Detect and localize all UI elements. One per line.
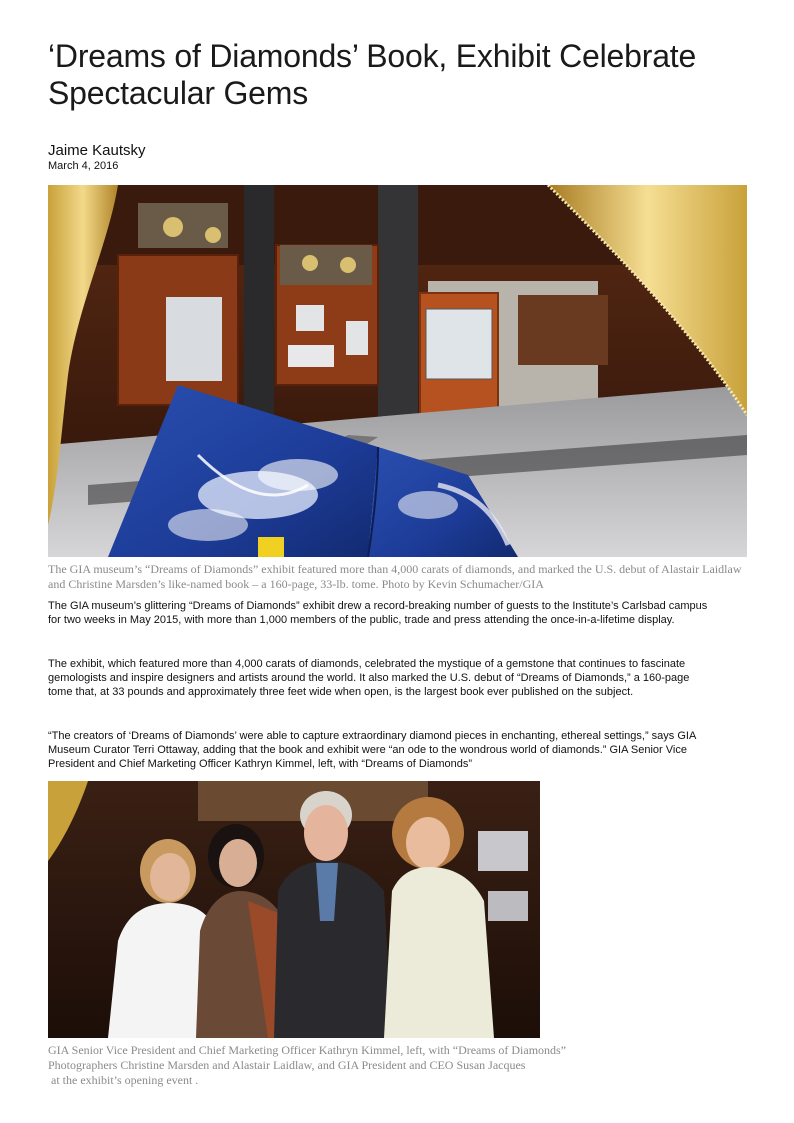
opening-event-photo xyxy=(48,781,540,1038)
caption-line: GIA Senior Vice President and Chief Marketing Officer Kathryn Kimmel, left, with “Dreams of Diamonds” xyxy=(48,1043,567,1057)
article-author: Jaime Kautsky xyxy=(48,142,146,159)
event-photo-caption xyxy=(48,1043,688,1088)
exhibit-hall-photo xyxy=(48,185,747,557)
hero-photo-caption: The GIA museum’s “Dreams of Diamonds” exhibit featured more than 4,000 carats of diamonds, and marked the U.S. debut of Alastair Laidlaw and Christine Marsden’s like-named book – a 160-page, 33-lb. tome. Photo by Kevin Schumacher/GIA xyxy=(48,562,742,591)
article-title: ‘Dreams of Diamonds’ Book, Exhibit Celebrate Spectacular Gems xyxy=(48,38,697,111)
article-paragraph: “The creators of ‘Dreams of Diamonds’ were able to capture extraordinary diamond pieces in enchanting, ethereal settings,” says GIA Museum Curator Terri Ottaway, adding that the book and exhibit were “an ode to the wondrous world of diamonds.” GIA Senior Vice President and Chief Marketing Officer Kathryn Kimmel, left, with “Dreams of Diamonds” xyxy=(48,730,696,771)
article-paragraph: The exhibit, which featured more than 4,000 carats of diamonds, celebrated the mystique of a gemstone that continues to fascinate gemologists and inspire designers and artists around the world. It also marked the U.S. debut of “Dreams of Diamonds,” a 160-page tome that, at 33 pounds and approximately three feet wide when open, is the largest book ever published on the subject. xyxy=(48,658,690,699)
article-date: March 4, 2016 xyxy=(48,160,119,172)
caption-line: Photographers Christine Marsden and Alastair Laidlaw, and GIA President and CEO Susan Jacques xyxy=(48,1058,526,1072)
article-paragraph: The GIA museum’s glittering “Dreams of Diamonds” exhibit drew a record-breaking number of guests to the Institute’s Carlsbad campus for two weeks in May 2015, with more than 1,000 members of the public, trade and press attending the once-in-a-lifetime display. xyxy=(48,600,708,627)
caption-line: at the exhibit’s opening event . xyxy=(48,1073,199,1087)
